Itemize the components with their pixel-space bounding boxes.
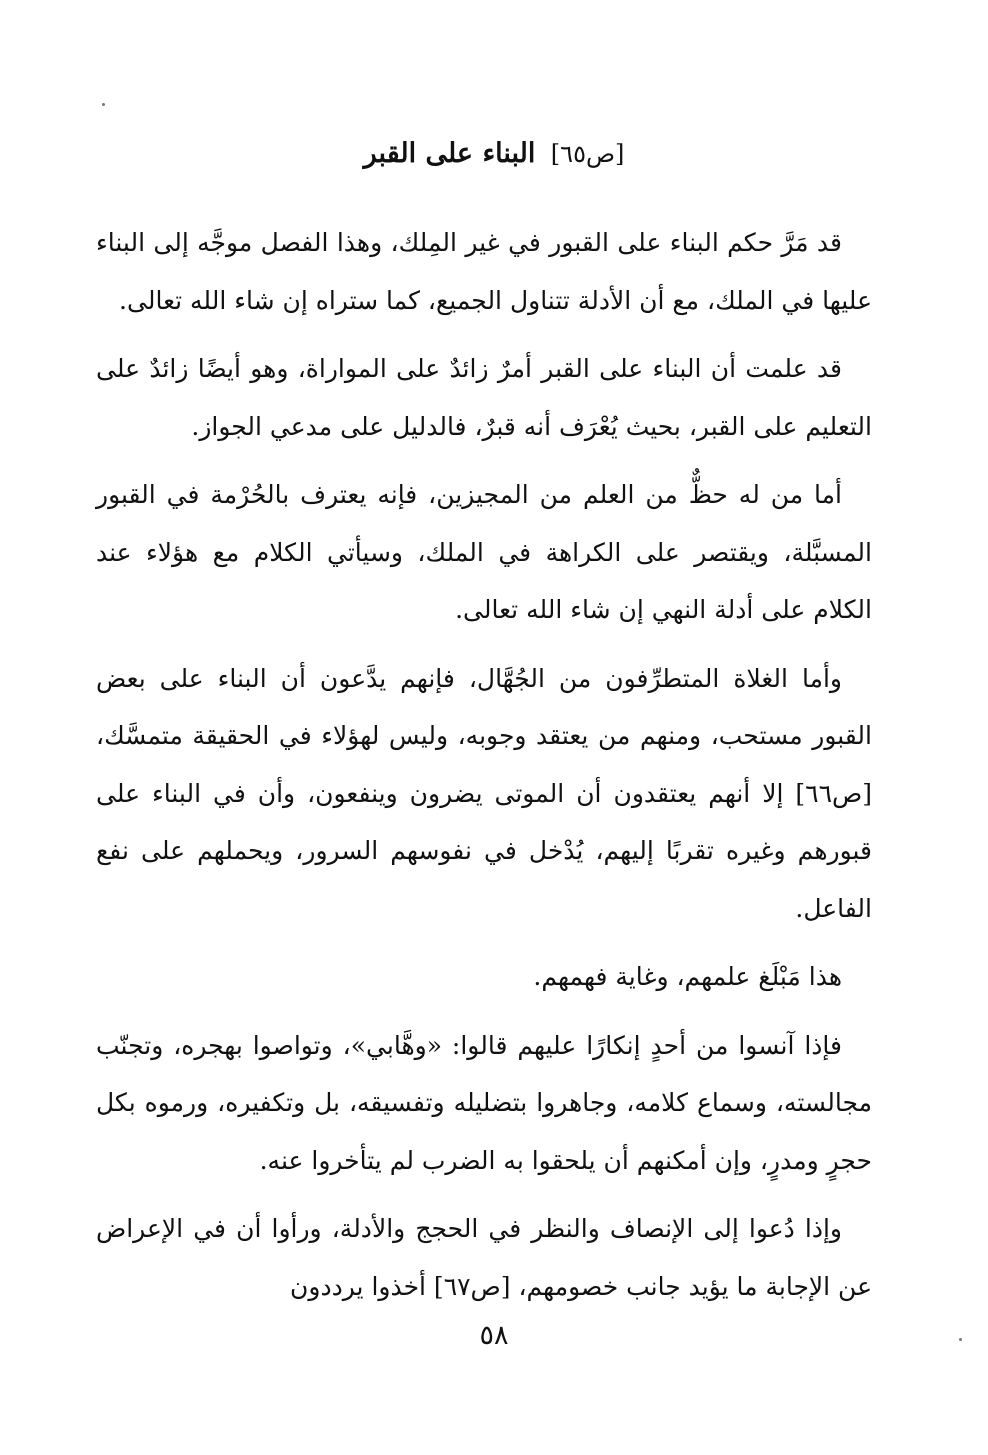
paragraph: أما من له حظٌّ من العلم من المجيزين، فإنه يعترف بالحُرْمة في القبور المسبَّلة، ويقتصر على الكراهة في الملك، وسيأتي الكلام مع هؤلاء عند الكلام على أدلة النهي إن شاء الله تعالى. — [96, 480, 872, 624]
body-text — [96, 214, 872, 1326]
heading-title: البناء على القبر — [363, 138, 536, 169]
paragraph: وإذا دُعوا إلى الإنصاف والنظر في الحجج والأدلة، ورأوا أن في الإعراض عن الإجابة ما يؤيد جانب خصومهم، [ص٦٧] أخذوا يرددون — [96, 1214, 872, 1301]
scan-speck — [102, 103, 105, 106]
heading-page-ref: [ص٦٥] — [550, 140, 625, 168]
section-heading — [0, 134, 988, 174]
paragraph: فإذا آنسوا من أحدٍ إنكارًا عليهم قالوا: «وهَّابي»، وتواصوا بهجره، وتجنّب مجالسته، وسماع كلامه، وجاهروا بتضليله وتفسيقه، بل وتكفيره، ورموه بكل حجرٍ ومدرٍ، وإن أمكنهم أن يلحقوا به الضرب لم يتأخروا عنه. — [96, 1030, 872, 1175]
paragraph: قد علمت أن البناء على القبر أمرٌ زائدٌ على المواراة، وهو أيضًا زائدٌ على التعليم على القبر، بحيث يُعْرَف أنه قبرٌ، فالدليل على مدعي الجواز. — [96, 354, 872, 441]
paragraph: هذا مَبْلَغ علمهم، وغاية فهمهم. — [533, 962, 842, 991]
page-number: ٥٨ — [479, 1320, 509, 1351]
paragraph: وأما الغلاة المتطرِّفون من الجُهَّال، فإنهم يدَّعون أن البناء على بعض القبور مستحب، ومنهم من يعتقد وجوبه، وليس لهؤلاء في الحقيقة متمسَّك، [ص٦٦] إلا أنهم يعتقدون أن الموتى يضرون وينفعون، وأن في البناء على قبورهم وغيره تقربًا إليهم، يُدْخل في نفوسهم السرور، ويحملهم على نفع الفاعل. — [96, 663, 872, 923]
paragraph: قد مَرَّ حكم البناء على القبور في غير المِلك، وهذا الفصل موجَّه إلى البناء عليها في الملك، مع أن الأدلة تتناول الجميع، كما ستراه إن شاء الله تعالى. — [96, 228, 872, 315]
